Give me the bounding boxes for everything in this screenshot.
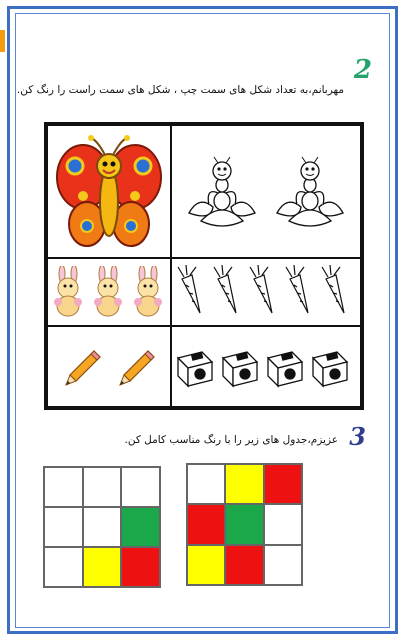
grid-square-white[interactable]: [121, 467, 160, 507]
pencil-icon: [62, 347, 102, 387]
cell-sharpeners: [171, 326, 361, 407]
grid-square-yellow: [83, 547, 122, 587]
carrot-icon: [174, 265, 359, 319]
worm-flower-icon: [183, 155, 261, 229]
grid-square-red: [187, 504, 225, 544]
grid-square-red: [121, 547, 160, 587]
grid-square-white[interactable]: [83, 507, 122, 547]
grid-square-green: [121, 507, 160, 547]
worm-flower-icon: [271, 155, 349, 229]
counting-table: [44, 122, 364, 410]
exercise-2-number: 2: [353, 55, 372, 85]
grid-square-yellow: [225, 464, 263, 504]
exercise-3-number: 3: [349, 422, 366, 451]
grid-square-green: [225, 504, 263, 544]
grid-square-white[interactable]: [264, 545, 302, 585]
cell-carrots: [171, 258, 361, 326]
grid-square-yellow: [187, 545, 225, 585]
grid-square-white[interactable]: [264, 504, 302, 544]
grid-square-white[interactable]: [44, 507, 83, 547]
cell-pencils: [47, 326, 171, 407]
exercise-2-instruction: مهربانم،به تعداد شکل های سمت چپ ، شکل های سمت راست را رنگ کن.: [16, 84, 344, 96]
page-edge-tab: [0, 30, 5, 52]
color-grid-left: [43, 466, 161, 588]
cell-worms: [171, 125, 361, 258]
grid-square-white[interactable]: [83, 467, 122, 507]
grid-square-red: [225, 545, 263, 585]
grid-square-white[interactable]: [187, 464, 225, 504]
cell-bunnies: [47, 258, 171, 326]
color-grid-right: [186, 463, 303, 586]
butterfly-icon: [53, 132, 165, 252]
exercise-3-instruction: عزیزم،جدول های زیر را با رنگ مناسب کامل کن.: [124, 434, 338, 446]
grid-square-white[interactable]: [44, 467, 83, 507]
pencil-icon: [116, 347, 156, 387]
grid-square-white[interactable]: [44, 547, 83, 587]
pencil-sharpener-icon: [174, 342, 359, 392]
cell-butterfly: [47, 125, 171, 258]
bunny-icon: [50, 266, 168, 318]
grid-square-red: [264, 464, 302, 504]
